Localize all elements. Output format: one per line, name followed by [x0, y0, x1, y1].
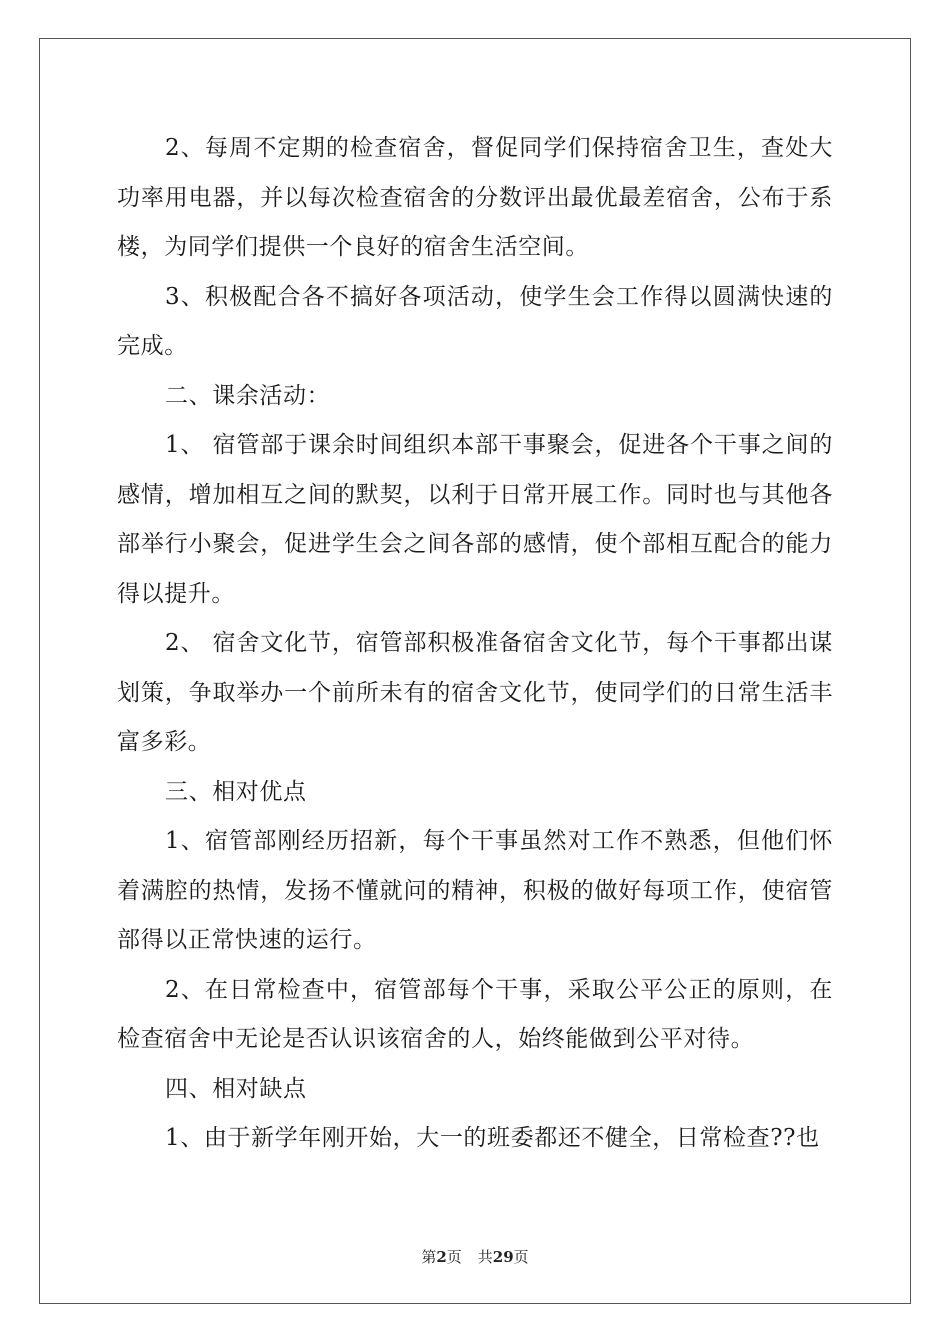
- section-heading-extracurricular: 二、课余活动：: [165, 382, 331, 409]
- paragraph-staff-gathering: 1、 宿管部于课余时间组织本部干事聚会，促进各个干事之间的感情，增加相互之间的默契，以利于日常开展工作。同时也与其他各部举行小聚会，促进学生会之间各部的感情，使个部相互配合的能力得以提升。: [117, 432, 833, 607]
- paragraph-weakness-new-term: 1、由于新学年刚开始，大一的班委都还不健全，日常检查??也: [165, 1125, 820, 1151]
- section-heading-weaknesses: 四、相对缺点: [165, 1075, 307, 1102]
- paragraph-strength-recruitment: 1、宿管部刚经历招新，每个干事虽然对工作不熟悉，但他们怀着满腔的热情，发扬不懂就问的精神，积极的做好每项工作，使宿管部得以正常快速的运行。: [117, 828, 833, 953]
- page-number: 2: [436, 1248, 447, 1266]
- section-heading-strengths: 三、相对优点: [165, 778, 307, 805]
- total-prefix: 共: [477, 1248, 493, 1266]
- page-suffix: 页: [446, 1248, 462, 1266]
- paragraph-dorm-culture-festival: 2、 宿舍文化节，宿管部积极准备宿舍文化节，每个干事都出谋划策，争取举办一个前所未有的宿舍文化节，使同学们的日常生活丰富多彩。: [117, 630, 833, 755]
- total-pages: 29: [492, 1248, 514, 1266]
- document-body: [117, 124, 833, 1164]
- paragraph-dorm-inspection: 2、每周不定期的检查宿舍，督促同学们保持宿舍卫生，查处大功率用电器，并以每次检查宿舍的分数评出最优最差宿舍，公布于系楼，为同学们提供一个良好的宿舍生活空间。: [117, 135, 833, 260]
- paragraph-strength-fairness: 2、在日常检查中，宿管部每个干事，采取公平公正的原则，在检查宿舍中无论是否认识该宿舍的人，始终能做到公平对待。: [117, 976, 833, 1052]
- paragraph-cooperate-activities: 3、积极配合各不搞好各项活动，使学生会工作得以圆满快速的完成。: [117, 283, 833, 359]
- total-suffix: 页: [513, 1248, 529, 1266]
- page-footer: [0, 1246, 950, 1267]
- page-prefix: 第: [421, 1248, 437, 1266]
